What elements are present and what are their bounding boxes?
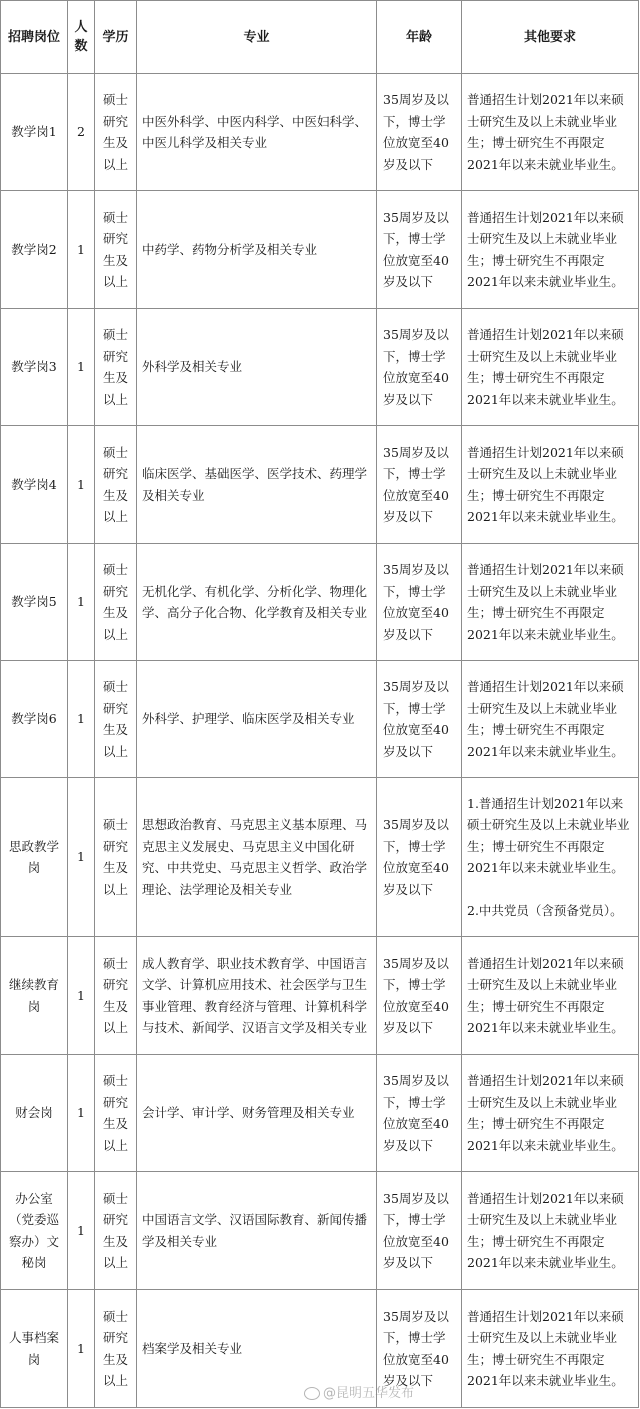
count-cell: 2 xyxy=(68,74,95,191)
header-row xyxy=(1,1,639,74)
count-cell: 1 xyxy=(68,1290,95,1408)
major-cell: 会计学、审计学、财务管理及相关专业 xyxy=(137,1055,377,1172)
age-cell: 35周岁及以下，博士学位放宽至40岁及以下 xyxy=(377,74,462,191)
major-cell: 思想政治教育、马克思主义基本原理、马克思主义发展史、马克思主义中国化研究、中共党史、马克思主义哲学、政治学理论、法学理论及相关专业 xyxy=(137,778,377,937)
requirement-text: 普通招生计划2021年以来硕士研究生及以上未就业毕业生；博士研究生不再限定2021年以来未就业毕业生。 xyxy=(467,1308,624,1388)
table-row xyxy=(1,661,639,778)
position-cell: 思政教学岗 xyxy=(1,778,68,937)
header-count: 人数 xyxy=(68,1,95,74)
requirement-text: 普通招生计划2021年以来硕士研究生及以上未就业毕业生；博士研究生不再限定2021年以来未就业毕业生。 xyxy=(467,562,624,642)
requirement-text: 普通招生计划2021年以来硕士研究生及以上未就业毕业生；博士研究生不再限定2021年以来未就业毕业生。 xyxy=(467,1073,624,1153)
table-row xyxy=(1,544,639,661)
table-row xyxy=(1,191,639,309)
education-cell: 硕士研究生及以上 xyxy=(95,937,137,1055)
requirements-cell xyxy=(462,544,639,661)
table-row xyxy=(1,309,639,426)
header-other: 其他要求 xyxy=(462,1,639,74)
age-cell: 35周岁及以下，博士学位放宽至40岁及以下 xyxy=(377,426,462,544)
position-cell: 教学岗4 xyxy=(1,426,68,544)
age-cell: 35周岁及以下，博士学位放宽至40岁及以下 xyxy=(377,1055,462,1172)
major-cell: 外科学、护理学、临床医学及相关专业 xyxy=(137,661,377,778)
requirement-text: 普通招生计划2021年以来硕士研究生及以上未就业毕业生；博士研究生不再限定2021年以来未就业毕业生。 xyxy=(467,92,624,172)
count-cell: 1 xyxy=(68,309,95,426)
education-cell: 硕士研究生及以上 xyxy=(95,74,137,191)
requirement-text: 普通招生计划2021年以来硕士研究生及以上未就业毕业生；博士研究生不再限定2021年以来未就业毕业生。 xyxy=(467,444,624,524)
position-cell: 教学岗5 xyxy=(1,544,68,661)
position-cell: 教学岗3 xyxy=(1,309,68,426)
count-cell: 1 xyxy=(68,426,95,544)
weibo-icon xyxy=(304,1387,320,1400)
requirements-cell xyxy=(462,426,639,544)
education-cell: 硕士研究生及以上 xyxy=(95,1172,137,1290)
table-row xyxy=(1,1055,639,1172)
requirements-cell xyxy=(462,1172,639,1290)
watermark-text: @昆明五华发布 xyxy=(322,1386,414,1401)
requirements-cell xyxy=(462,1290,639,1408)
requirement-text: 普通招生计划2021年以来硕士研究生及以上未就业毕业生；博士研究生不再限定2021年以来未就业毕业生。 xyxy=(467,955,624,1035)
age-cell: 35周岁及以下，博士学位放宽至40岁及以下 xyxy=(377,1172,462,1290)
age-cell: 35周岁及以下，博士学位放宽至40岁及以下 xyxy=(377,937,462,1055)
table-row xyxy=(1,937,639,1055)
education-cell: 硕士研究生及以上 xyxy=(95,426,137,544)
education-cell: 硕士研究生及以上 xyxy=(95,309,137,426)
age-cell: 35周岁及以下，博士学位放宽至40岁及以下 xyxy=(377,661,462,778)
table-row xyxy=(1,426,639,544)
requirements-cell xyxy=(462,309,639,426)
position-cell: 教学岗1 xyxy=(1,74,68,191)
requirements-cell xyxy=(462,661,639,778)
position-cell: 继续教育岗 xyxy=(1,937,68,1055)
count-cell: 1 xyxy=(68,661,95,778)
header-position: 招聘岗位 xyxy=(1,1,68,74)
position-cell: 办公室（党委巡察办）文秘岗 xyxy=(1,1172,68,1290)
requirement-text: 普通招生计划2021年以来硕士研究生及以上未就业毕业生；博士研究生不再限定2021年以来未就业毕业生。 xyxy=(467,1190,624,1270)
header-education: 学历 xyxy=(95,1,137,74)
requirement-text: 普通招生计划2021年以来硕士研究生及以上未就业毕业生；博士研究生不再限定2021年以来未就业毕业生。 xyxy=(467,327,624,407)
table-row xyxy=(1,778,639,937)
requirement-text: 2.中共党员（含预备党员）。 xyxy=(467,902,623,918)
count-cell: 1 xyxy=(68,778,95,937)
position-cell: 教学岗6 xyxy=(1,661,68,778)
education-cell: 硕士研究生及以上 xyxy=(95,1055,137,1172)
age-cell: 35周岁及以下，博士学位放宽至40岁及以下 xyxy=(377,544,462,661)
requirements-cell xyxy=(462,778,639,937)
requirements-cell xyxy=(462,1055,639,1172)
major-cell: 档案学及相关专业 xyxy=(137,1290,377,1408)
header-age: 年龄 xyxy=(377,1,462,74)
major-cell: 中国语言文学、汉语国际教育、新闻传播学及相关专业 xyxy=(137,1172,377,1290)
major-cell: 成人教育学、职业技术教育学、中国语言文学、计算机应用技术、社会医学与卫生事业管理、教育经济与管理、计算机科学与技术、新闻学、汉语言文学及相关专业 xyxy=(137,937,377,1055)
count-cell: 1 xyxy=(68,937,95,1055)
education-cell: 硕士研究生及以上 xyxy=(95,1290,137,1408)
weibo-watermark xyxy=(304,1382,414,1401)
age-cell: 35周岁及以下，博士学位放宽至40岁及以下 xyxy=(377,309,462,426)
requirements-cell xyxy=(462,74,639,191)
education-cell: 硕士研究生及以上 xyxy=(95,544,137,661)
education-cell: 硕士研究生及以上 xyxy=(95,661,137,778)
age-cell: 35周岁及以下，博士学位放宽至40岁及以下 xyxy=(377,191,462,309)
requirement-text: 1.普通招生计划2021年以来硕士研究生及以上未就业毕业生；博士研究生不再限定2021年以来未就业毕业生。 xyxy=(467,795,630,876)
count-cell: 1 xyxy=(68,1055,95,1172)
education-cell: 硕士研究生及以上 xyxy=(95,191,137,309)
major-cell: 临床医学、基础医学、医学技术、药理学及相关专业 xyxy=(137,426,377,544)
age-cell: 35周岁及以下，博士学位放宽至40岁及以下 xyxy=(377,1290,462,1408)
requirements-cell xyxy=(462,937,639,1055)
count-cell: 1 xyxy=(68,191,95,309)
requirement-text: 普通招生计划2021年以来硕士研究生及以上未就业毕业生；博士研究生不再限定2021年以来未就业毕业生。 xyxy=(467,209,624,289)
major-cell: 中药学、药物分析学及相关专业 xyxy=(137,191,377,309)
table-row xyxy=(1,74,639,191)
header-major: 专业 xyxy=(137,1,377,74)
position-cell: 人事档案岗 xyxy=(1,1290,68,1408)
major-cell: 无机化学、有机化学、分析化学、物理化学、高分子化合物、化学教育及相关专业 xyxy=(137,544,377,661)
major-cell: 中医外科学、中医内科学、中医妇科学、中医儿科学及相关专业 xyxy=(137,74,377,191)
requirement-text: 普通招生计划2021年以来硕士研究生及以上未就业毕业生；博士研究生不再限定2021年以来未就业毕业生。 xyxy=(467,679,624,759)
requirements-cell xyxy=(462,191,639,309)
table-row xyxy=(1,1172,639,1290)
count-cell: 1 xyxy=(68,1172,95,1290)
position-cell: 教学岗2 xyxy=(1,191,68,309)
major-cell: 外科学及相关专业 xyxy=(137,309,377,426)
education-cell: 硕士研究生及以上 xyxy=(95,778,137,937)
age-cell: 35周岁及以下，博士学位放宽至40岁及以下 xyxy=(377,778,462,937)
count-cell: 1 xyxy=(68,544,95,661)
position-cell: 财会岗 xyxy=(1,1055,68,1172)
